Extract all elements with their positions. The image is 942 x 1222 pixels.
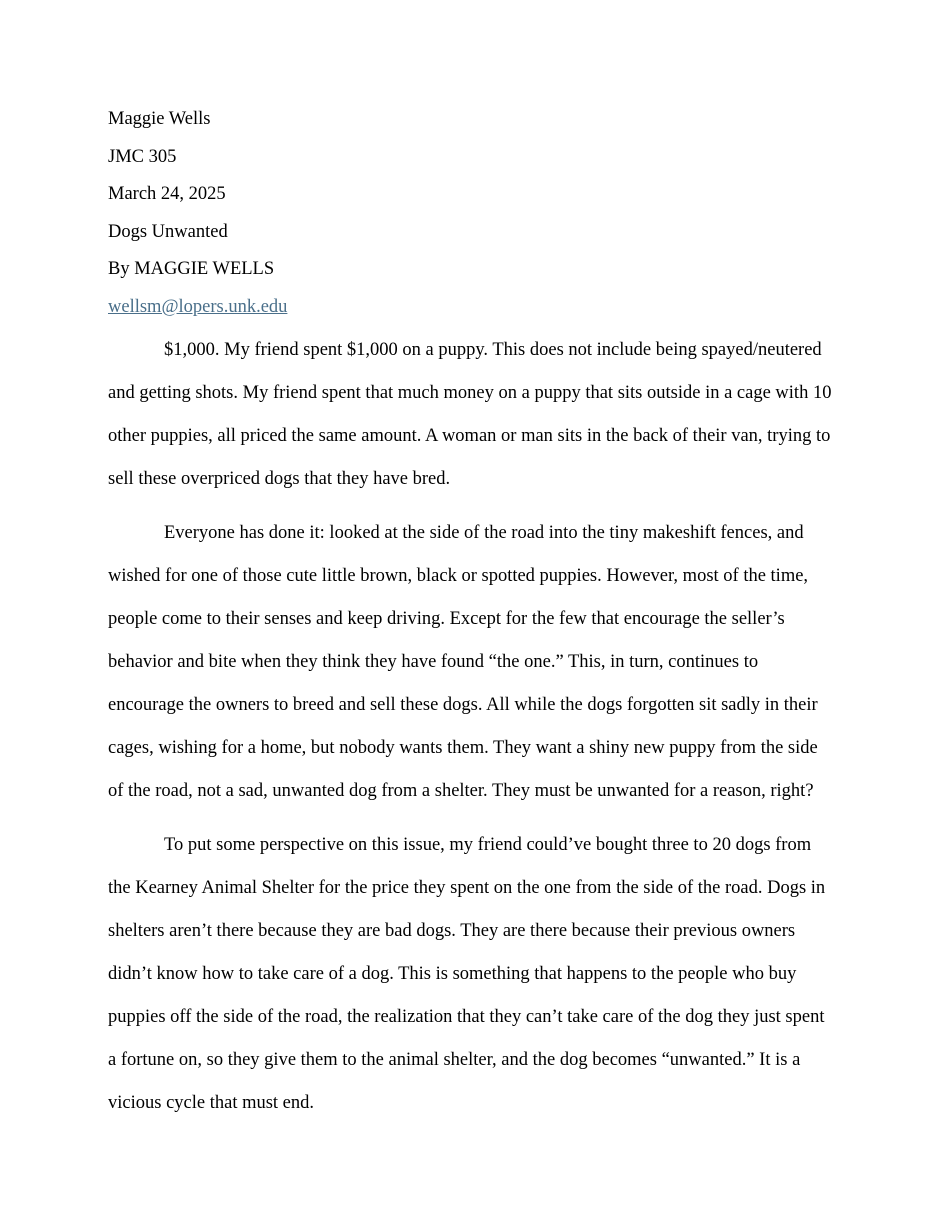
email-link[interactable]: wellsm@lopers.unk.edu bbox=[108, 296, 288, 317]
document-title: Dogs Unwanted bbox=[108, 221, 228, 242]
email-line bbox=[108, 294, 838, 332]
document-date: March 24, 2025 bbox=[108, 184, 226, 204]
author-name: Maggie Wells bbox=[108, 109, 211, 129]
byline: By MAGGIE WELLS bbox=[108, 259, 275, 279]
paragraph-3: To put some perspective on this issue, my friend could’ve bought three to 20 dogs from the Kearney Animal Shelter for the price they spent on the one from the side of the road. Dogs in shelters aren’t there because they are bad dogs. They are there because their previous owners didn’t know how to take care of a dog. This is something that happens to the people who buy puppies off the side of the road, the realization that they can’t take care of the dog they just spent a fortune on, so they give them to the animal shelter, and the dog becomes “unwanted.” It is a vicious cycle that must end. bbox=[108, 835, 826, 1113]
course-code: JMC 305 bbox=[108, 146, 177, 167]
paragraph-2: Everyone has done it: looked at the side of the road into the tiny makeshift fences, and wished for one of those cute little brown, black or spotted puppies. However, most of the time, people come to their senses and keep driving. Except for the few that encourage the seller’s behavior and bite when they think they have found “the one.” This, in turn, continues to encourage the owners to breed and sell these dogs. All while the dogs forgotten sit sadly in their cages, wishing for a home, but nobody wants them. They want a shiny new puppy from the side of the road, not a sad, unwanted dog from a shelter. They must be unwanted for a reason, right? bbox=[108, 523, 818, 801]
document-body bbox=[108, 329, 833, 1136]
paragraph-1: $1,000. My friend spent $1,000 on a puppy. This does not include being spayed/neutered and getting shots. My friend spent that much money on a puppy that sits outside in a cage with 10 other puppies, all priced the same amount. A woman or man sits in the back of their van, trying to sell these overpriced dogs that they have bred. bbox=[108, 340, 832, 489]
document-header bbox=[108, 106, 838, 331]
